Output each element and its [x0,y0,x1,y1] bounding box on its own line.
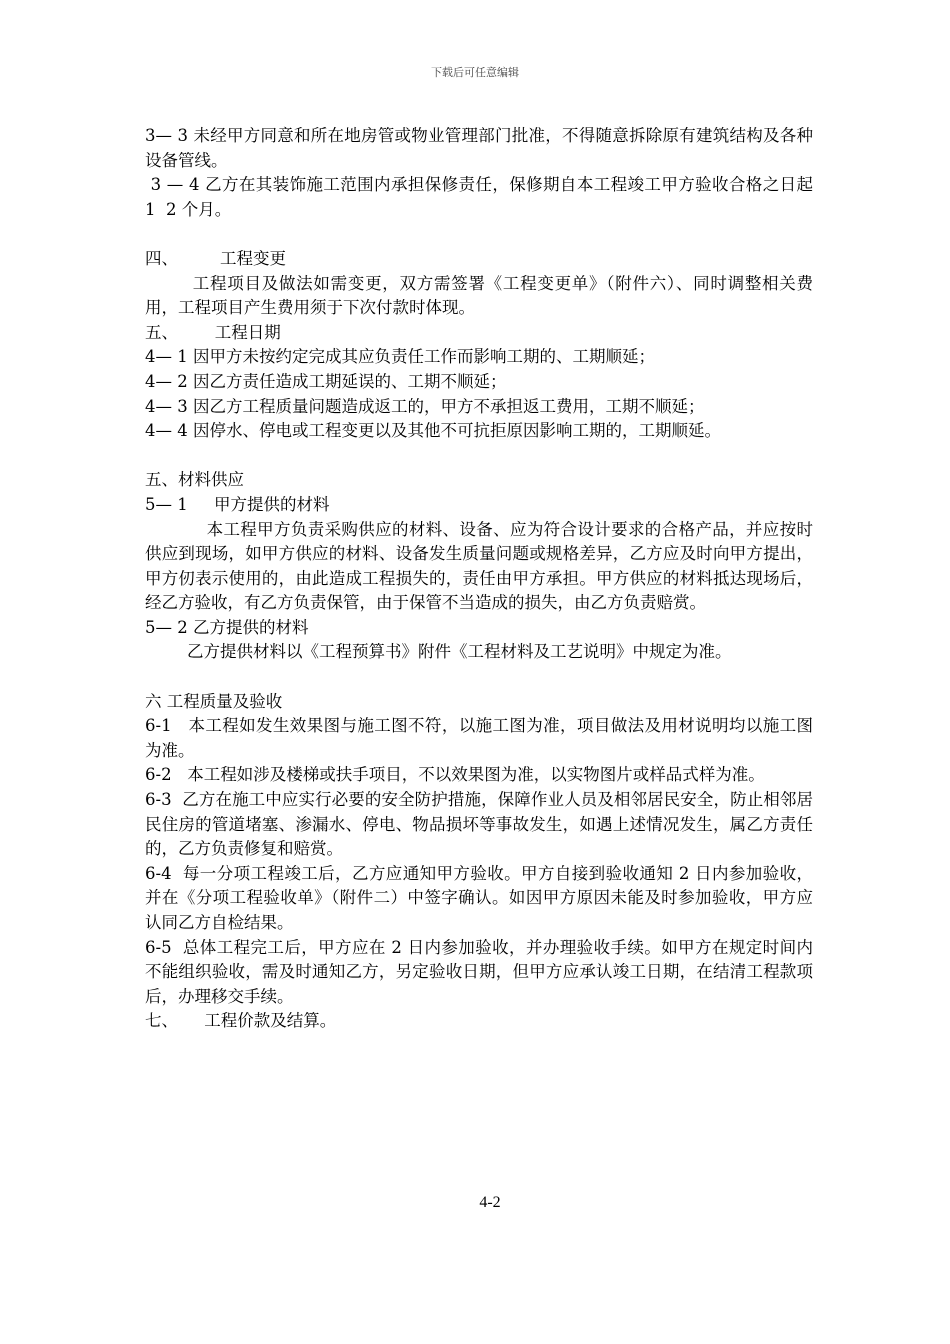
clause-5-1-body: 本工程甲方负责采购供应的材料、设备、应为符合设计要求的合格产品，并应按时供应到现场，如甲方供应的材料、设备发生质量问题或规格差异，乙方应及时向甲方提出，甲方仞表示使用的，由此造成工程损失的，责任由甲方承担。甲方供应的材料抵达现场后，经乙方验收，有乙方负责保管，由于保管不当造成的损失，由乙方负责赔赏。 [145,519,813,613]
blank-line [145,222,813,247]
document-body [145,124,819,1034]
clause-6-4: 6-4 每一分项工程竣工后，乙方应通知甲方验收。甲方自接到验收通知 2 日内参加验收，并在《分项工程验收单》（附件二）中签字确认。如因甲方原因未能及时参加验收，甲方应认同乙方自检结果。 [145,863,813,932]
clause-5-2-body: 乙方提供材料以《工程预算书》附件《工程材料及工艺说明》中规定为准。 [145,642,732,662]
section-heading-materials: 五、材料供应 [145,470,244,490]
clause-6-2: 6-2 本工程如涉及楼梯或扶手项目，不以效果图为准，以实物图片或样品式样为准。 [145,765,765,785]
clause-6-3: 6-3 乙方在施工中应实行必要的安全防护措施，保障作业人员及相邻居民安全，防止相邻居民住房的管道堵塞、渗漏水、停电、物品损坏等事故发生，如遇上述情况发生，属乙方责任的，乙方负责修复和赔赏。 [145,790,813,859]
clause-5-2-heading: 5— 2 乙方提供的材料 [145,617,309,637]
section-heading-schedule: 五、 工程日期 [145,322,281,342]
clause-4-3: 4— 3 因乙方工程质量问题造成返工的，甲方不承担返工费用，工期不顺延； [145,396,705,416]
clause-4-2: 4— 2 因乙方责任造成工期延误的、工期不顺延； [145,371,507,391]
clause-5-1-heading: 5— 1 甲方提供的材料 [145,494,330,514]
change-paragraph: 工程项目及做法如需变更，双方需签署《工程变更单》（附件六）、同时调整相关费用，工程项目产生费用须于下次付款时体现。 [145,273,814,318]
page-header: 下载后可任意编辑 [431,66,519,79]
blank-line [145,444,813,469]
clause-3-4: 3 — 4 乙方在其装饰施工范围内承担保修责任，保修期自本工程竣工甲方验收合格之日起 1 2 个月。 [145,175,819,219]
clause-4-4: 4— 4 因停水、停电或工程变更以及其他不可抗拒原因影响工期的，工期顺延。 [145,421,721,441]
clause-4-1: 4— 1 因甲方未按约定完成其应负责任工作而影响工期的、工期顺延； [145,347,655,367]
section-heading-quality: 六 工程质量及验收 [145,691,283,711]
clause-6-1: 6-1 本工程如发生效果图与施工图不符，以施工图为准，项目做法及用材说明均以施工图为准。 [145,716,813,760]
blank-line [145,665,813,690]
section-heading-payment: 七、 工程价款及结算。 [145,1011,337,1031]
section-heading-change: 四、 工程变更 [145,248,286,268]
page-number: 4-2 [479,1194,501,1211]
clause-6-5: 6-5 总体工程完工后，甲方应在 2 日内参加验收，并办理验收手续。如甲方在规定时间内不能组织验收，需及时通知乙方，另定验收日期，但甲方应承认竣工日期，在结清工程款项后，办理移交手续。 [145,937,813,1006]
clause-3-3: 3— 3 未经甲方同意和所在地房管或物业管理部门批准，不得随意拆除原有建筑结构及各种设备管线。 [145,126,813,170]
